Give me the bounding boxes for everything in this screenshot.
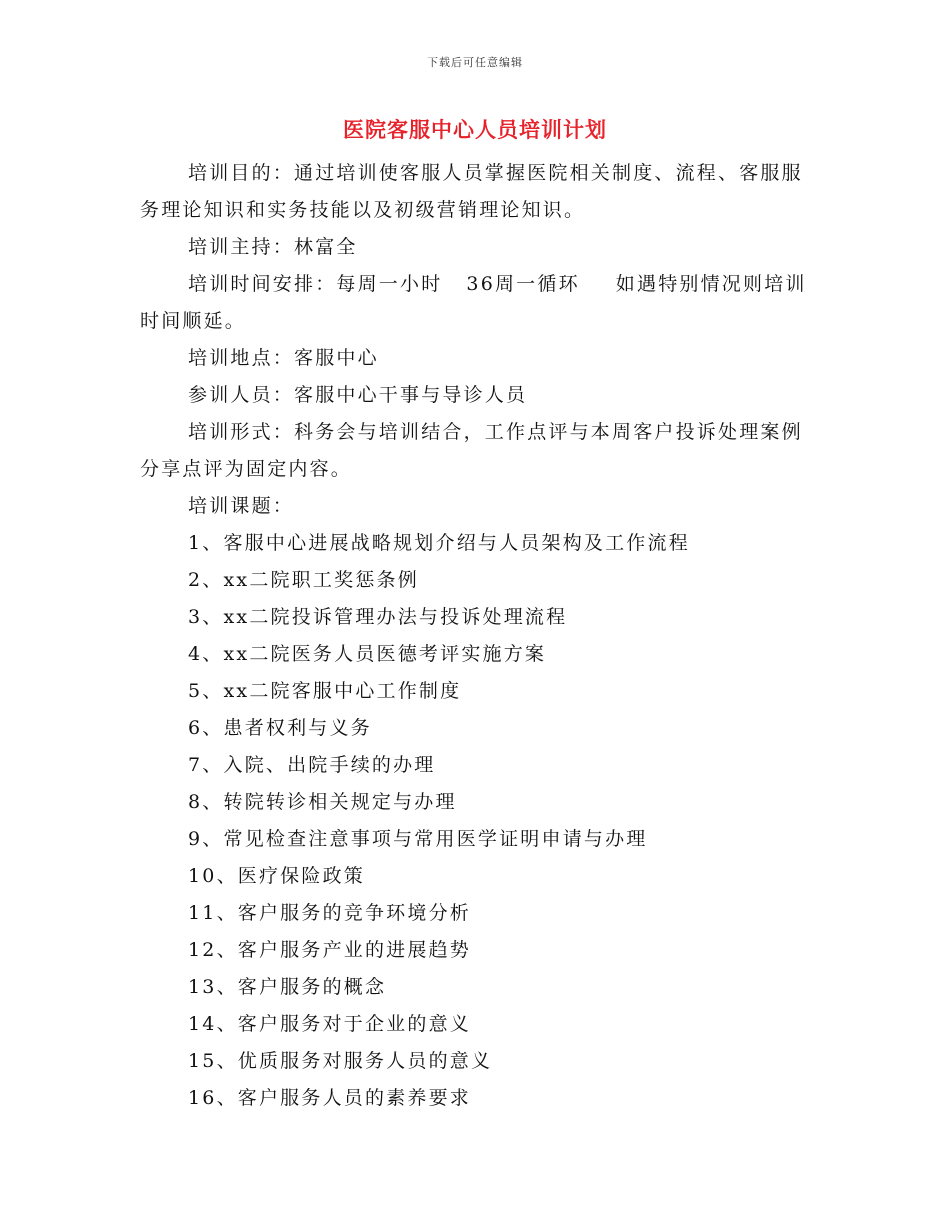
- list-item: 4、xx二院医务人员医德考评实施方案: [188, 643, 547, 665]
- schedule-part-1: 培训时间安排：每周一小时: [188, 273, 443, 295]
- list-item: 3、xx二院投诉管理办法与投诉处理流程: [188, 606, 568, 628]
- document-title: 医院客服中心人员培训计划: [343, 118, 607, 142]
- participants-paragraph: 参训人员：客服中心干事与导诊人员: [188, 384, 528, 406]
- list-item: 13、客户服务的概念: [188, 976, 387, 998]
- list-item: 11、客户服务的竞争环境分析: [188, 902, 471, 924]
- list-item: 10、医疗保险政策: [188, 865, 365, 887]
- list-item: 7、入院、出院手续的办理: [188, 754, 436, 776]
- list-item: 6、患者权利与义务: [188, 717, 372, 739]
- topic-list: [140, 525, 812, 1117]
- host-paragraph: 培训主持：林富全: [188, 236, 358, 258]
- header-note: 下载后可任意编辑: [427, 56, 523, 69]
- list-item: 2、xx二院职工奖惩条例: [188, 569, 419, 591]
- list-item: 14、客户服务对于企业的意义: [188, 1013, 471, 1035]
- schedule-part-2: 36周一循环: [466, 273, 580, 295]
- location-paragraph: 培训地点：客服中心: [188, 347, 379, 369]
- list-item: 12、客户服务产业的进展趋势: [188, 939, 471, 961]
- list-item: 1、客服中心进展战略规划介绍与人员架构及工作流程: [188, 532, 690, 554]
- schedule-paragraph: [140, 266, 812, 340]
- list-item: 8、转院转诊相关规定与办理: [188, 791, 457, 813]
- format-paragraph: 培训形式：科务会与培训结合，工作点评与本周客户投诉处理案例分享点评为固定内容。: [140, 421, 803, 480]
- list-item: 15、优质服务对服务人员的意义: [188, 1050, 493, 1072]
- schedule-part-3: 如遇特别情况则培训时间顺延。: [140, 273, 807, 332]
- topics-heading: 培训课题：: [188, 495, 295, 517]
- list-item: 9、常见检查注意事项与常用医学证明申请与办理: [188, 828, 648, 850]
- document-body: [140, 155, 812, 1117]
- list-item: 16、客户服务人员的素养要求: [188, 1087, 471, 1109]
- list-item: 5、xx二院客服中心工作制度: [188, 680, 462, 702]
- purpose-paragraph: 培训目的：通过培训使客服人员掌握医院相关制度、流程、客服服务理论知识和实务技能以及初级营销理论知识。: [140, 162, 803, 221]
